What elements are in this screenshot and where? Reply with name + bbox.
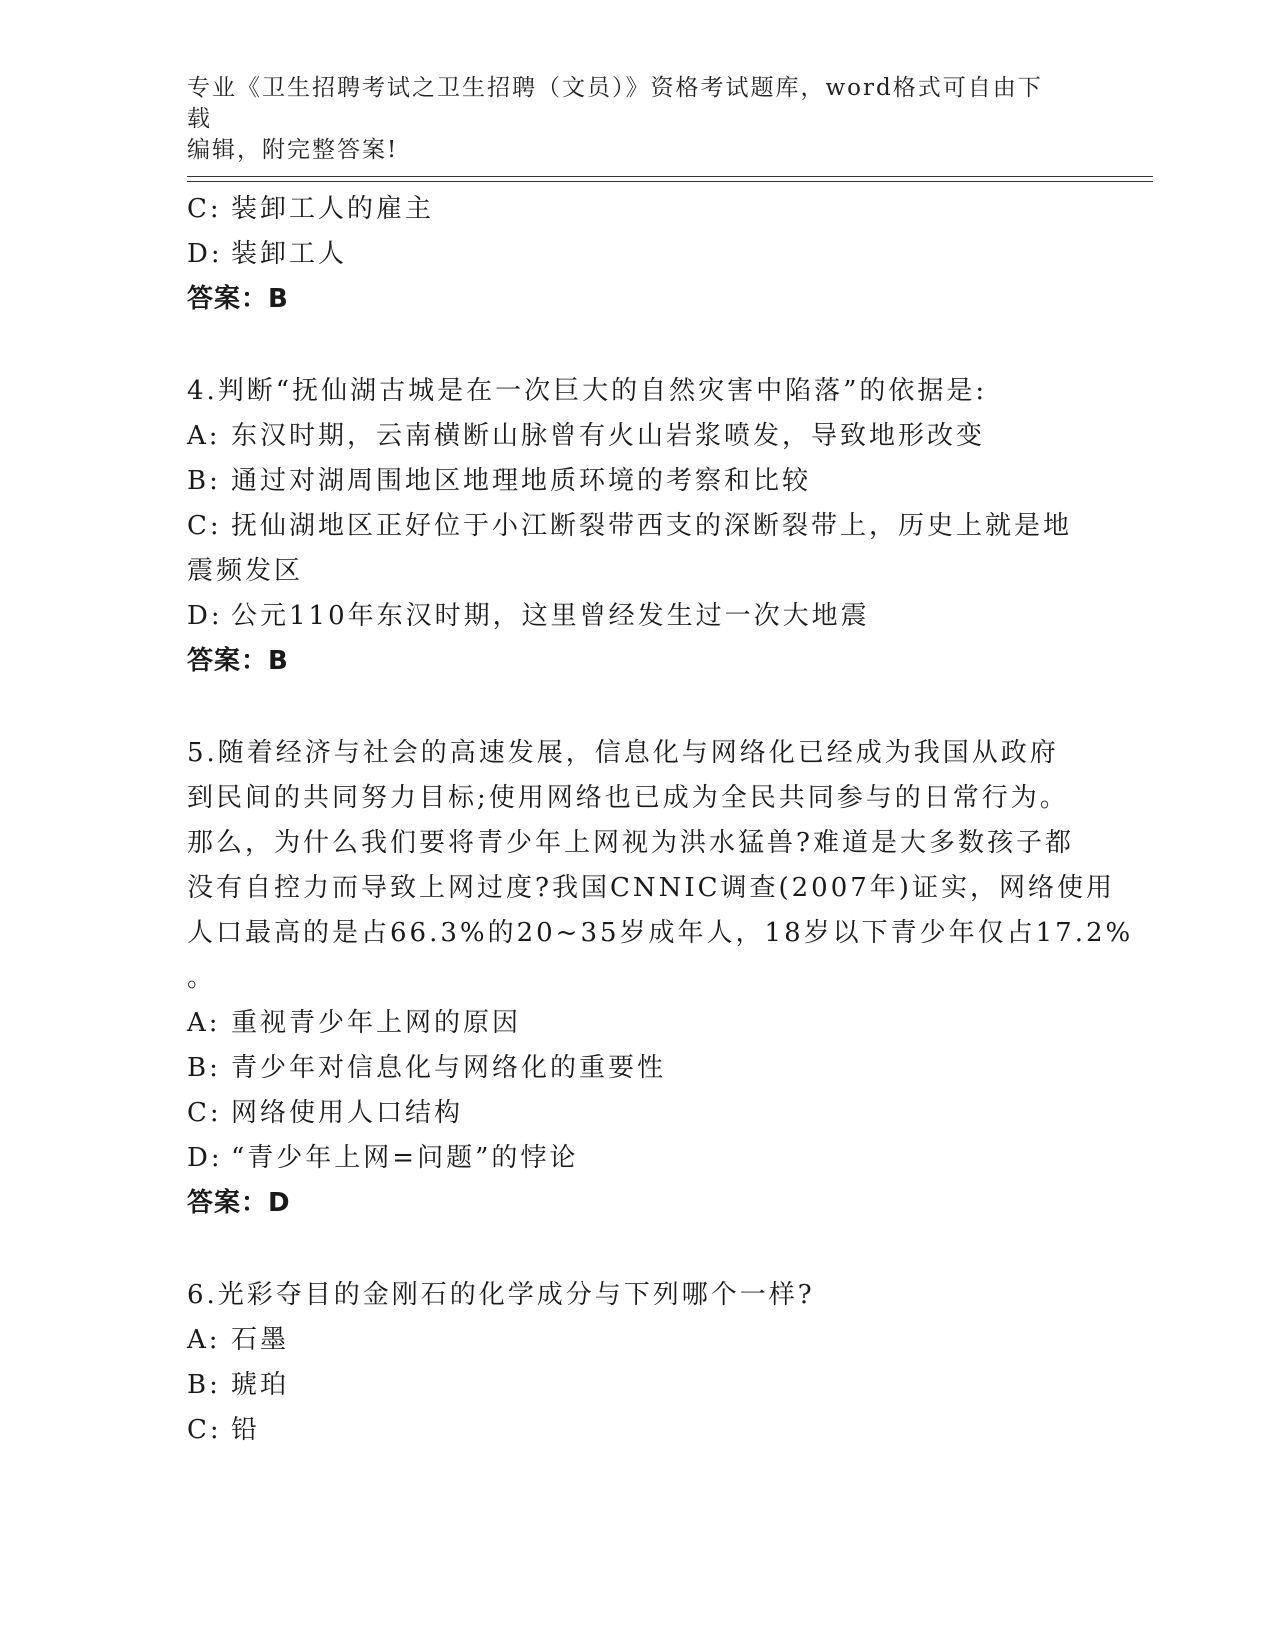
option-a bbox=[187, 1318, 1087, 1363]
question-5 bbox=[187, 731, 1134, 1226]
option-text: 铅 bbox=[231, 1415, 261, 1445]
option-text: 重视青少年上网的原因 bbox=[231, 1008, 522, 1038]
option-b bbox=[187, 1046, 1087, 1091]
option-d bbox=[187, 594, 1087, 639]
option-key: C: bbox=[187, 1098, 222, 1128]
option-key: D: bbox=[187, 1143, 223, 1173]
question-stem-line: 到民间的共同努力目标;使用网络也已成为全民共同参与的日常行为。 bbox=[187, 783, 1069, 813]
header-line-2: 编辑，附完整答案! bbox=[187, 137, 399, 163]
option-text: 通过对湖周围地区地理地质环境的考察和比较 bbox=[231, 466, 812, 496]
option-key: B: bbox=[187, 466, 221, 496]
question-4 bbox=[187, 369, 1087, 684]
question-gap bbox=[187, 322, 1087, 369]
option-d bbox=[187, 1136, 1087, 1181]
question-stem: 4.判断“抚仙湖古城是在一次巨大的自然灾害中陷落”的依据是: bbox=[187, 376, 988, 406]
option-text: 琥珀 bbox=[231, 1370, 290, 1400]
question-content bbox=[187, 187, 1134, 1453]
option-key: A: bbox=[187, 421, 221, 451]
option-text: 网络使用人口结构 bbox=[231, 1098, 464, 1128]
option-c-continuation: 震频发区 bbox=[187, 556, 304, 586]
option-text: 石墨 bbox=[231, 1325, 290, 1355]
question-gap bbox=[187, 684, 1087, 731]
option-a bbox=[187, 1001, 1087, 1046]
question-stem: 6.光彩夺目的金刚石的化学成分与下列哪个一样? bbox=[187, 1280, 815, 1310]
answer-line: 答案：B bbox=[187, 646, 289, 676]
option-text: 青少年对信息化与网络化的重要性 bbox=[231, 1053, 667, 1083]
option-text: 公元110年东汉时期，这里曾经发生过一次大地震 bbox=[231, 601, 870, 631]
option-text: 东汉时期，云南横断山脉曾有火山岩浆喷发，导致地形改变 bbox=[231, 421, 986, 451]
option-d bbox=[187, 232, 1087, 277]
option-key: D: bbox=[187, 601, 223, 631]
question-gap bbox=[187, 1226, 1087, 1273]
option-c bbox=[187, 187, 1087, 232]
option-c bbox=[187, 1091, 1087, 1136]
question-stem-line: 没有自控力而导致上网过度?我国CNNIC调查(2007年)证实，网络使用 bbox=[187, 873, 1115, 903]
header-line-1: 专业《卫生招聘考试之卫生招聘（文员）》资格考试题库，word格式可自由下载 bbox=[187, 75, 1043, 132]
question-stem-line: 。 bbox=[187, 963, 217, 993]
option-c bbox=[187, 1408, 1087, 1453]
option-c bbox=[187, 504, 1087, 549]
answer-line: 答案：B bbox=[187, 284, 289, 314]
document-header bbox=[187, 73, 1067, 166]
option-b bbox=[187, 459, 1087, 504]
option-key: B: bbox=[187, 1053, 221, 1083]
option-key: C: bbox=[187, 511, 222, 541]
option-key: B: bbox=[187, 1370, 221, 1400]
question-stem-line: 人口最高的是占66.3%的20~35岁成年人，18岁以下青少年仅占17.2% bbox=[187, 918, 1134, 948]
option-text: 装卸工人的雇主 bbox=[231, 194, 435, 224]
option-key: A: bbox=[187, 1008, 221, 1038]
option-text: “青少年上网=问题”的悖论 bbox=[231, 1143, 579, 1173]
question-stem-line: 那么，为什么我们要将青少年上网视为洪水猛兽?难道是大多数孩子都 bbox=[187, 828, 1074, 858]
option-key: C: bbox=[187, 194, 222, 224]
option-a bbox=[187, 414, 1087, 459]
question-6 bbox=[187, 1273, 1087, 1453]
header-divider bbox=[187, 176, 1153, 182]
option-key: D: bbox=[187, 239, 223, 269]
prev-question bbox=[187, 187, 1087, 322]
option-b bbox=[187, 1363, 1087, 1408]
answer-line: 答案：D bbox=[187, 1188, 291, 1218]
option-key: C: bbox=[187, 1415, 222, 1445]
question-stem-line: 5.随着经济与社会的高速发展，信息化与网络化已经成为我国从政府 bbox=[187, 738, 1059, 768]
option-text: 抚仙湖地区正好位于小江断裂带西支的深断裂带上，历史上就是地 bbox=[231, 511, 1073, 541]
option-text: 装卸工人 bbox=[231, 239, 348, 269]
option-key: A: bbox=[187, 1325, 221, 1355]
